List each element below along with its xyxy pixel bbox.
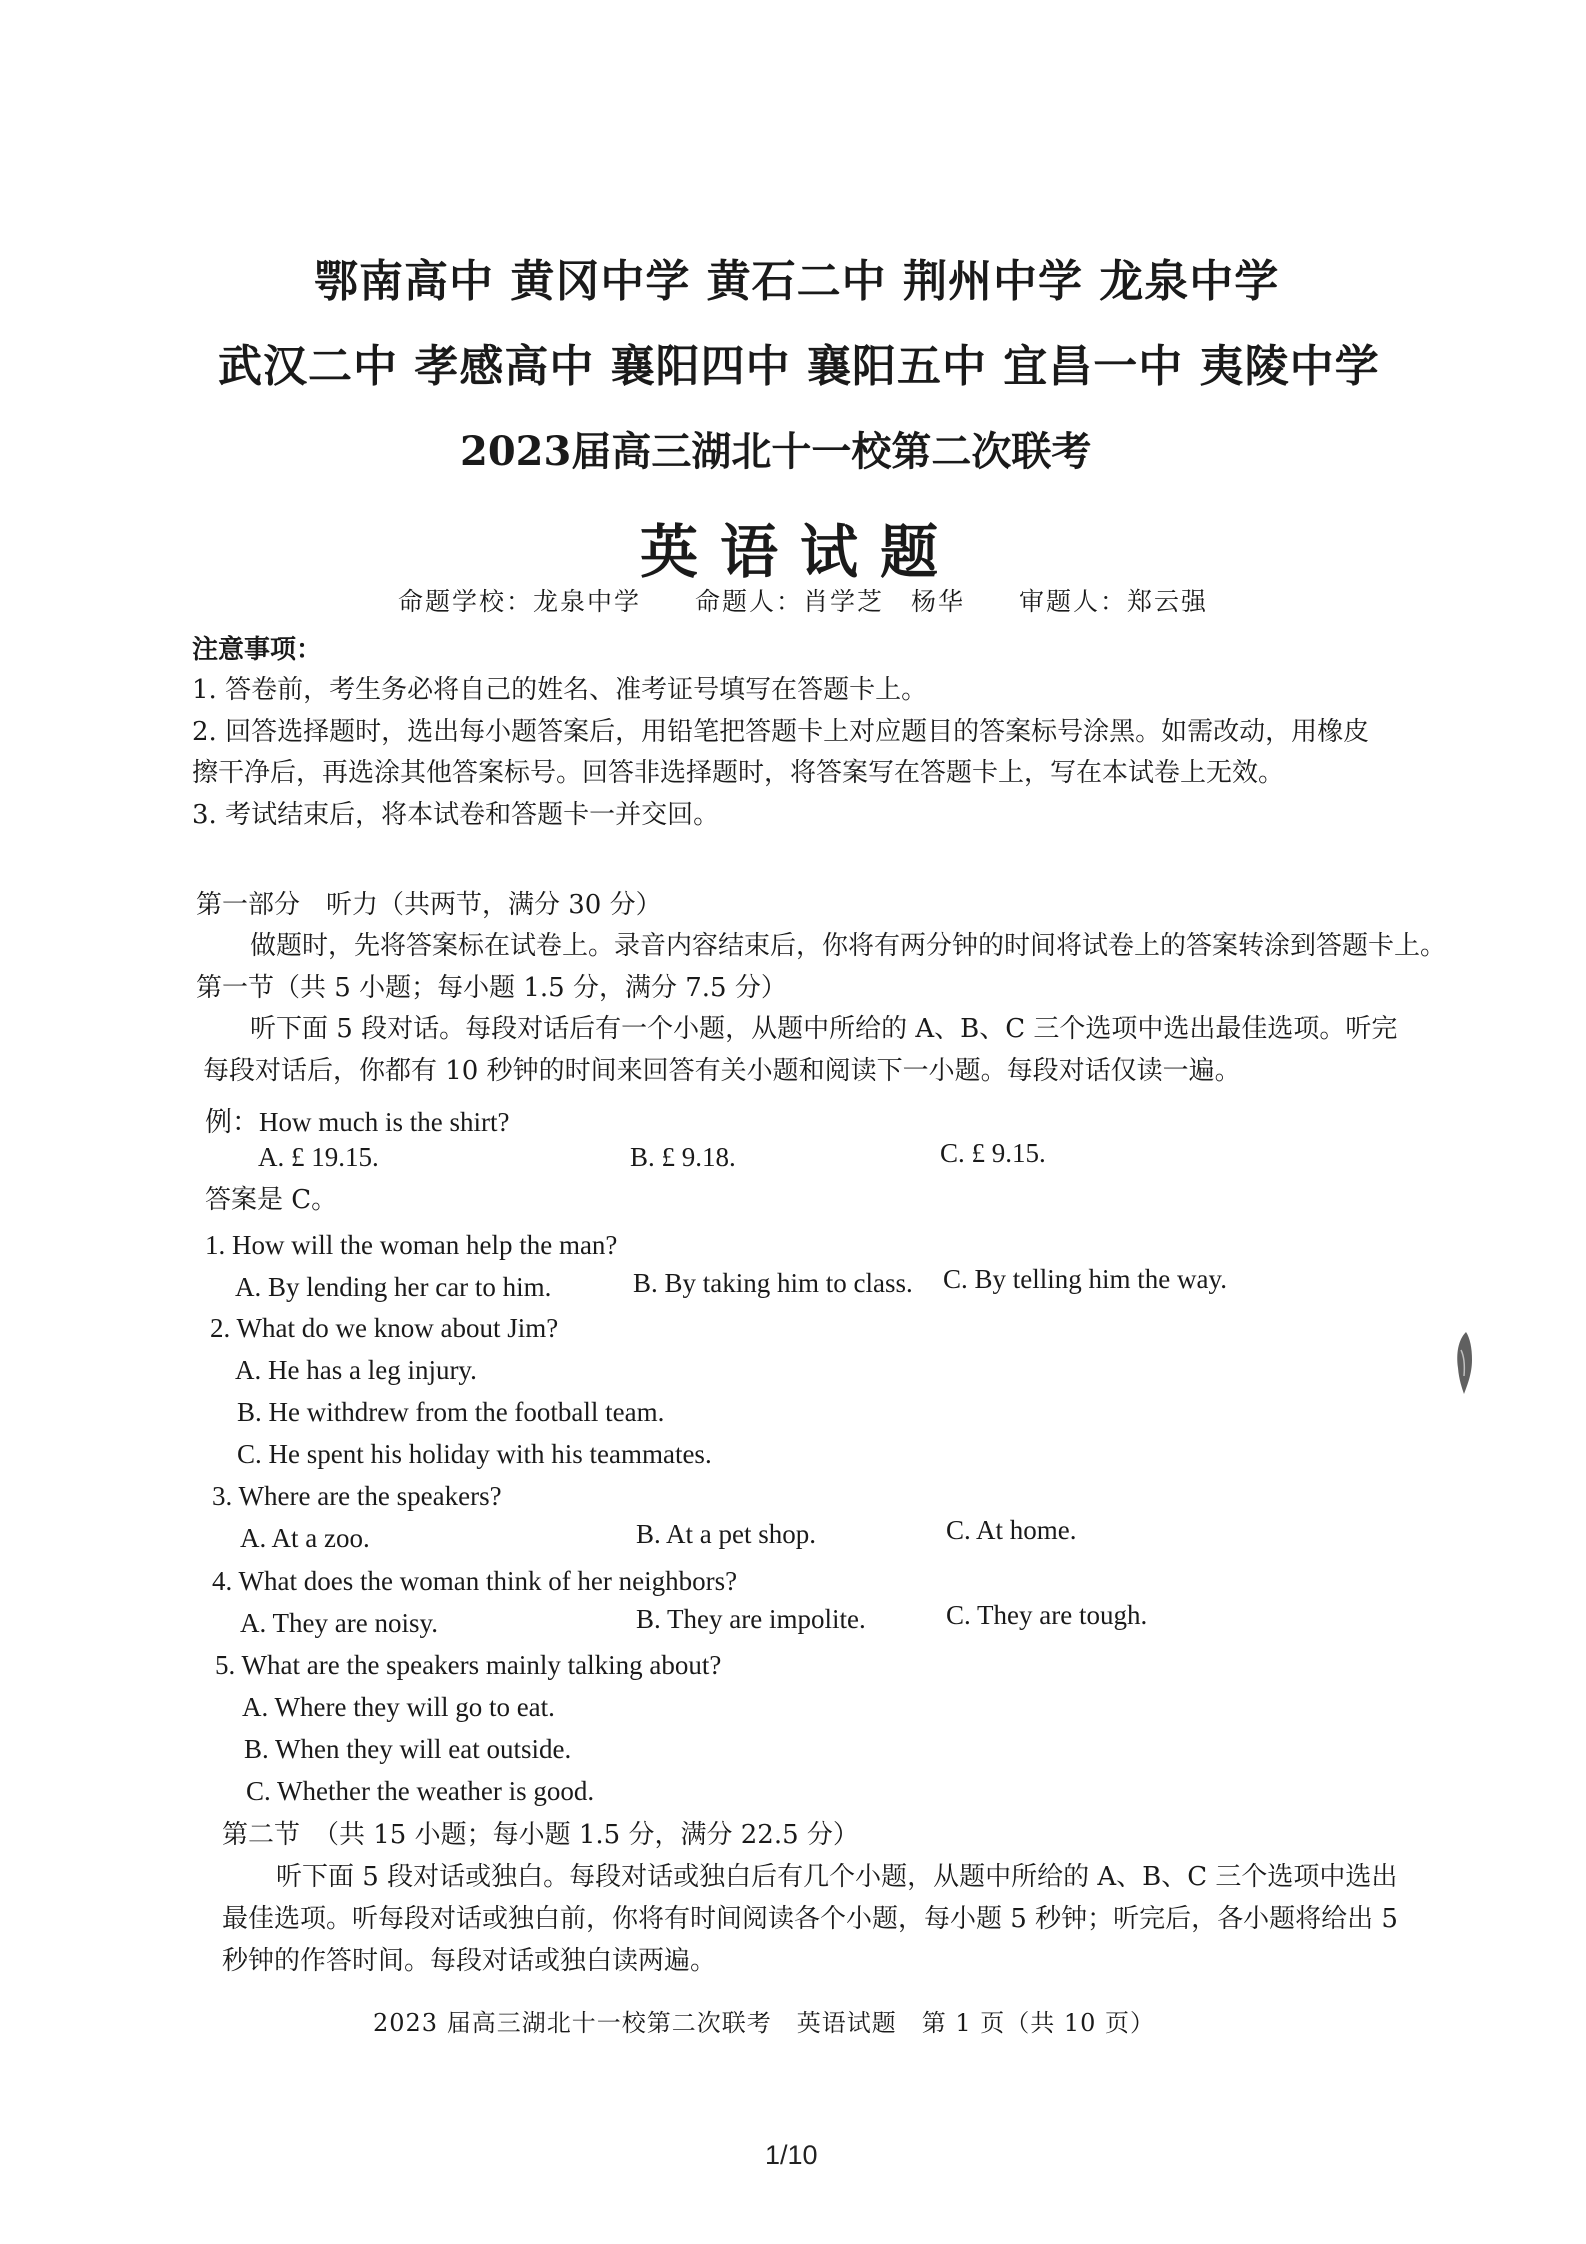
ink-smudge-mark <box>1452 1330 1478 1396</box>
q5-option-b: B. When they will eat outside. <box>244 1734 572 1764</box>
note-item-1: 1. 答卷前，考生务必将自己的姓名、准考证号填写在答题卡上。 <box>192 675 928 705</box>
note-item-2-cont: 擦干净后，再选涂其他答案标号。回答非选择题时，将答案写在答题卡上，写在本试卷上无效。 <box>192 758 1285 788</box>
q1-option-c: C. By telling him the way. <box>943 1264 1227 1294</box>
section1-instructions-1: 听下面 5 段对话。每段对话后有一个小题，从题中所给的 A、B、C 三个选项中选出最佳选项。听完 <box>250 1014 1398 1044</box>
exam-credits: 命题学校：龙泉中学 命题人：肖学芝 杨华 审题人：郑云强 <box>398 587 1209 616</box>
exam-title: 2023届高三湖北十一校第二次联考 <box>460 428 1092 475</box>
part1-intro: 做题时，先将答案标在试卷上。录音内容结束后，你将有两分钟的时间将试卷上的答案转涂到答题卡上。 <box>250 931 1447 961</box>
section2-instructions-1: 听下面 5 段对话或独白。每段对话或独白后有几个小题，从题中所给的 A、B、C 三个选项中选出 <box>276 1862 1398 1892</box>
q5-option-c: C. Whether the weather is good. <box>246 1776 595 1806</box>
page-counter: 1/10 <box>765 2140 818 2170</box>
q2-option-a: A. He has a leg injury. <box>235 1355 477 1385</box>
q5-option-a: A. Where they will go to eat. <box>242 1692 555 1722</box>
part1-heading: 第一部分 听力（共两节，满分 30 分） <box>196 890 662 920</box>
q4-option-b: B. They are impolite. <box>636 1604 866 1634</box>
question-2: 2. What do we know about Jim? <box>210 1313 559 1343</box>
page-footer: 2023 届高三湖北十一校第二次联考 英语试题 第 1 页（共 10 页） <box>373 2009 1156 2037</box>
section1-heading: 第一节（共 5 小题；每小题 1.5 分，满分 7.5 分） <box>196 973 787 1003</box>
question-1: 1. How will the woman help the man? <box>205 1230 618 1260</box>
schools-line-1: 鄂南高中 黄冈中学 黄石二中 荆州中学 龙泉中学 <box>314 256 1280 307</box>
example-answer: 答案是 C。 <box>205 1185 338 1215</box>
q1-option-b: B. By taking him to class. <box>633 1268 913 1298</box>
subject-title: 英语试题 <box>640 518 961 586</box>
section1-instructions-2: 每段对话后，你都有 10 秒钟的时间来回答有关小题和阅读下一小题。每段对话仅读一遍。 <box>203 1056 1241 1086</box>
note-item-3: 3. 考试结束后，将本试卷和答题卡一并交回。 <box>192 800 720 830</box>
q3-option-c: C. At home. <box>946 1515 1077 1545</box>
example-option-a: A. £ 19.15. <box>258 1142 379 1172</box>
q4-option-a: A. They are noisy. <box>240 1608 438 1638</box>
example-option-c: C. £ 9.15. <box>940 1138 1046 1168</box>
note-item-2: 2. 回答选择题时，选出每小题答案后，用铅笔把答题卡上对应题目的答案标号涂黑。如需改动，用橡皮 <box>192 717 1370 747</box>
question-4: 4. What does the woman think of her neighbors? <box>212 1566 738 1596</box>
example-option-b: B. £ 9.18. <box>630 1142 736 1172</box>
question-3: 3. Where are the speakers? <box>212 1481 502 1511</box>
notes-heading: 注意事项： <box>192 635 323 665</box>
q4-option-c: C. They are tough. <box>946 1600 1148 1630</box>
schools-line-2: 武汉二中 孝感高中 襄阳四中 襄阳五中 宜昌一中 夷陵中学 <box>218 341 1380 392</box>
example-question: 例：How much is the shirt? <box>205 1107 510 1137</box>
section2-instructions-2: 最佳选项。听每段对话或独白前，你将有时间阅读各个小题，每小题 5 秒钟；听完后，各小题将给出 5 <box>222 1904 1398 1934</box>
q3-option-a: A. At a zoo. <box>240 1523 370 1553</box>
q3-option-b: B. At a pet shop. <box>636 1519 816 1549</box>
section2-heading: 第二节 （共 15 小题；每小题 1.5 分，满分 22.5 分） <box>222 1820 859 1850</box>
q1-option-a: A. By lending her car to him. <box>235 1272 552 1302</box>
question-5: 5. What are the speakers mainly talking about? <box>215 1650 722 1680</box>
q2-option-b: B. He withdrew from the football team. <box>237 1397 665 1427</box>
q2-option-c: C. He spent his holiday with his teammates. <box>237 1439 712 1469</box>
section2-instructions-3: 秒钟的作答时间。每段对话或独白读两遍。 <box>222 1946 717 1976</box>
